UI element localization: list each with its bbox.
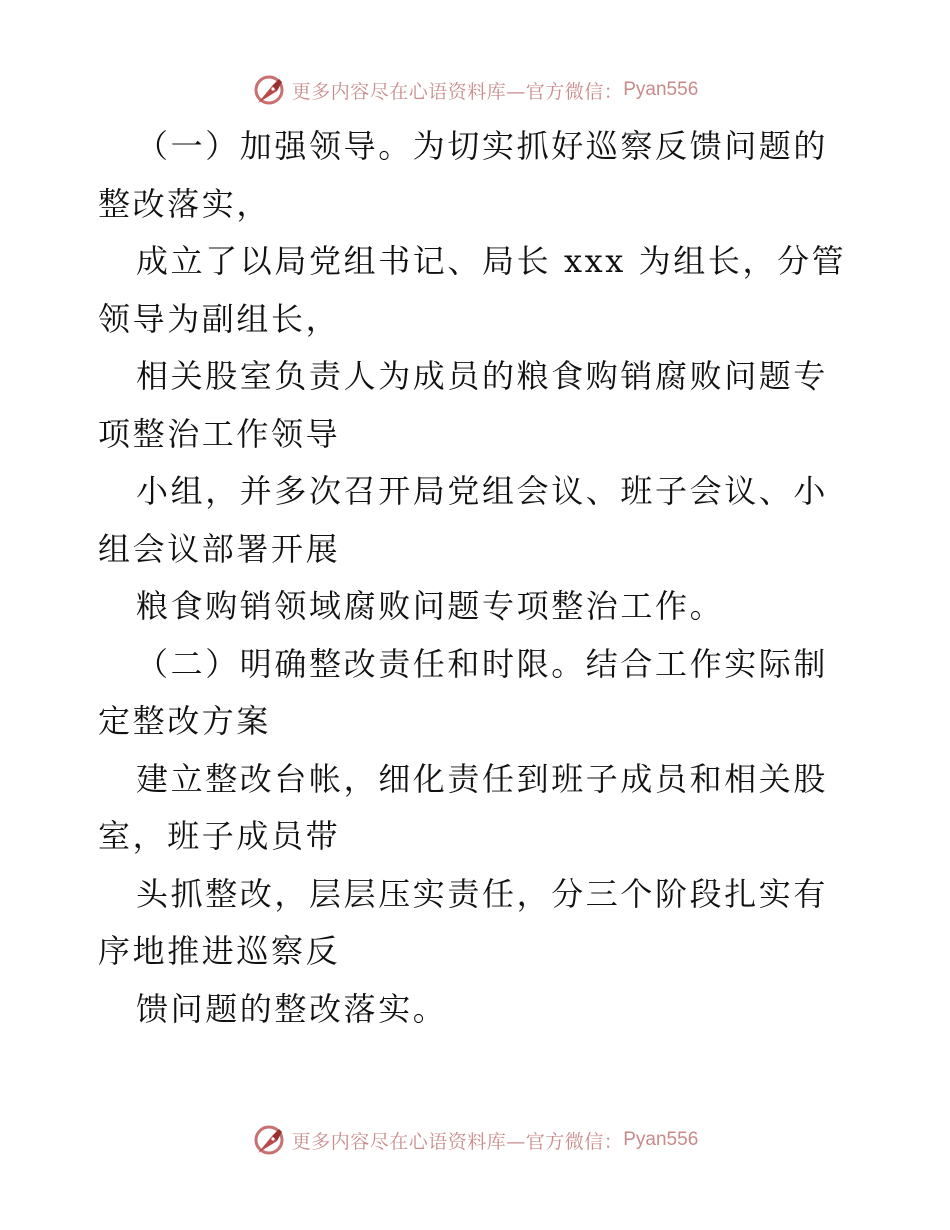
- paragraph: 小组，并多次召开局党组会议、班子会议、小组会议部署开展: [98, 472, 829, 568]
- paragraph: 成立了以局党组书记、局长 xxx 为组长，分管领导为副组长，: [98, 242, 847, 338]
- watermark-text: 更多内容尽在心语资料库—官方微信：: [291, 1130, 624, 1153]
- watermark-wechat-id: Pyan556: [623, 1129, 699, 1150]
- paragraph: 相关股室负责人为成员的粮食购销腐败问题专项整治工作领导: [98, 357, 829, 453]
- header-watermark: [0, 70, 950, 110]
- pen-nib-logo-icon: [252, 73, 286, 107]
- watermark-wechat-id: Pyan556: [623, 79, 699, 100]
- paragraph: 馈问题的整改落实。: [136, 989, 448, 1028]
- paragraph: （二）明确整改责任和时限。结合工作实际制定整改方案: [98, 644, 829, 740]
- document-body: [98, 118, 858, 1038]
- watermark-text: 更多内容尽在心语资料库—官方微信：: [291, 80, 624, 103]
- paragraph: 建立整改台帐，细化责任到班子成员和相关股室，班子成员带: [98, 759, 829, 855]
- paragraph: （一）加强领导。为切实抓好巡察反馈问题的整改落实，: [98, 127, 829, 223]
- paragraph: 头抓整改，层层压实责任，分三个阶段扎实有序地推进巡察反: [98, 874, 829, 970]
- pen-nib-logo-icon: [252, 1123, 286, 1157]
- paragraph: 粮食购销领域腐败问题专项整治工作。: [136, 587, 725, 625]
- footer-watermark: [0, 1120, 950, 1160]
